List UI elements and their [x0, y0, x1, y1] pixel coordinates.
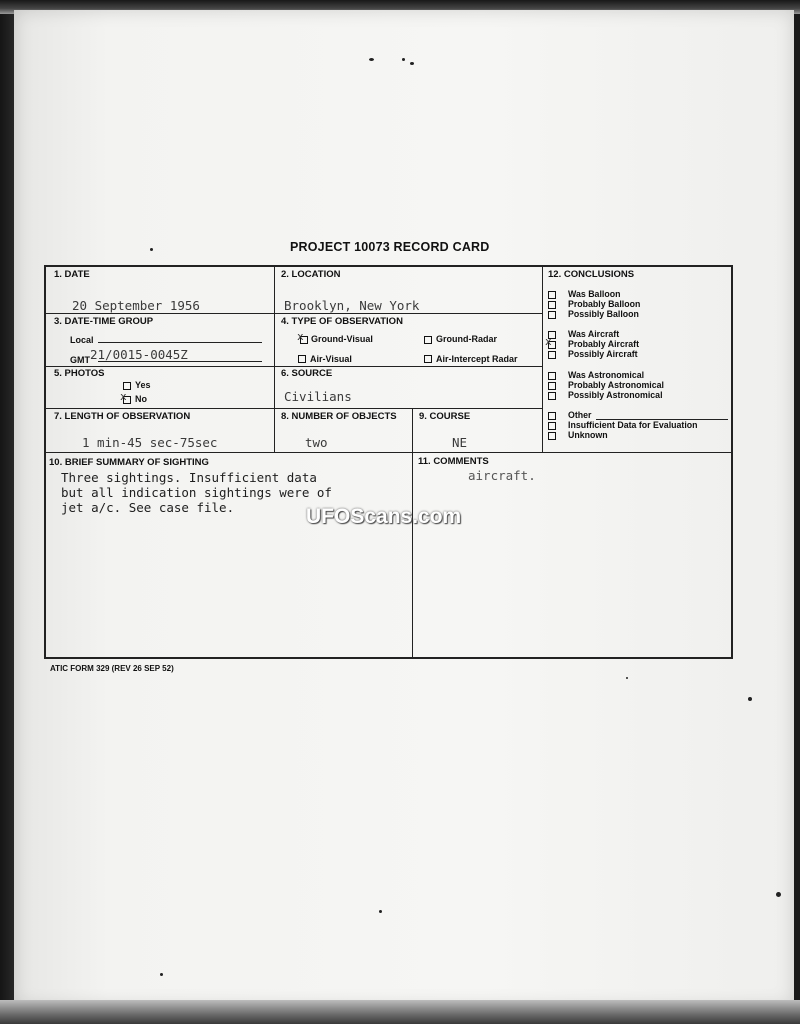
- local-label: Local: [70, 335, 94, 345]
- possibly-balloon-checkbox: [548, 311, 556, 319]
- dust-speck: [410, 62, 414, 65]
- probably-balloon-checkbox: [548, 301, 556, 309]
- grid-line: [542, 266, 543, 452]
- grid-line: [45, 366, 542, 367]
- course-value: NE: [452, 435, 468, 450]
- was-astronomical-label: Was Astronomical: [568, 370, 645, 380]
- length-label: 7. LENGTH OF OBSERVATION: [54, 411, 191, 422]
- unknown-label: Unknown: [568, 430, 608, 440]
- dtg-label: 3. DATE-TIME GROUP: [54, 316, 154, 327]
- air-visual-checkbox: [298, 355, 306, 363]
- conclusions-label: 12. CONCLUSIONS: [548, 269, 635, 280]
- source-label: 6. SOURCE: [281, 368, 333, 379]
- summary-label: 10. BRIEF SUMMARY OF SIGHTING: [49, 457, 209, 468]
- dust-speck: [379, 910, 382, 913]
- dust-speck: [150, 248, 153, 251]
- comments-value: aircraft.: [468, 468, 536, 483]
- summary-line: Three sightings. Insufficient data: [61, 470, 317, 485]
- photos-label: 5. PHOTOS: [54, 368, 105, 379]
- grid-line: [45, 408, 542, 409]
- other-checkbox: [548, 412, 556, 420]
- objects-label: 8. NUMBER OF OBJECTS: [281, 411, 397, 422]
- possibly-aircraft-checkbox: [548, 351, 556, 359]
- location-label: 2. LOCATION: [281, 269, 341, 280]
- summary-line: jet a/c. See case file.: [61, 500, 235, 515]
- air-intercept-radar-checkbox: [424, 355, 432, 363]
- dust-speck: [369, 58, 374, 61]
- scan-bottom-edge: [0, 1000, 800, 1024]
- dust-speck: [626, 677, 628, 679]
- card-title: PROJECT 10073 RECORD CARD: [290, 240, 490, 254]
- ground-radar-label: Ground-Radar: [436, 334, 498, 344]
- probably-aircraft-label: Probably Aircraft: [568, 339, 640, 349]
- photos-no-checkbox: [123, 396, 131, 404]
- dust-speck: [160, 973, 163, 976]
- form-id: ATIC FORM 329 (REV 26 SEP 52): [50, 664, 174, 673]
- probably-astronomical-label: Probably Astronomical: [568, 380, 664, 390]
- length-value: 1 min-45 sec-75sec: [82, 435, 218, 450]
- photos-yes-label: Yes: [135, 380, 151, 390]
- ground-visual-checkbox: [300, 336, 308, 344]
- summary-line: but all indication sightings were of: [61, 485, 332, 500]
- probably-astronomical-checkbox: [548, 382, 556, 390]
- grid-line: [45, 313, 542, 314]
- grid-line: [274, 266, 275, 452]
- grid-line: [412, 408, 413, 658]
- possibly-astronomical-label: Possibly Astronomical: [568, 390, 663, 400]
- location-value: Brooklyn, New York: [284, 298, 420, 313]
- was-balloon-label: Was Balloon: [568, 289, 621, 299]
- was-balloon-checkbox: [548, 291, 556, 299]
- grid-line: [45, 452, 732, 453]
- dust-speck: [402, 58, 405, 61]
- ground-radar-checkbox: [424, 336, 432, 344]
- air-visual-label: Air-Visual: [310, 354, 352, 364]
- other-label: Other: [568, 410, 592, 420]
- gmt-label: GMT: [70, 355, 90, 365]
- photos-no-label: No: [135, 394, 147, 404]
- local-underline: [98, 342, 262, 343]
- comments-label: 11. COMMENTS: [418, 456, 489, 467]
- date-value: 20 September 1956: [72, 298, 200, 313]
- watermark: UFOScans.com: [306, 505, 462, 528]
- dust-speck: [748, 697, 752, 701]
- possibly-aircraft-label: Possibly Aircraft: [568, 349, 638, 359]
- ground-visual-label: Ground-Visual: [311, 334, 373, 344]
- was-aircraft-label: Was Aircraft: [568, 329, 620, 339]
- gmt-value: 21/0015-0045Z: [90, 347, 188, 362]
- was-astronomical-checkbox: [548, 372, 556, 380]
- photos-yes-checkbox: [123, 382, 131, 390]
- possibly-balloon-label: Possibly Balloon: [568, 309, 639, 319]
- air-intercept-radar-label: Air-Intercept Radar: [436, 354, 518, 364]
- course-label: 9. COURSE: [419, 411, 471, 422]
- observation-type-label: 4. TYPE OF OBSERVATION: [281, 316, 403, 327]
- insufficient-data-label: Insufficient Data for Evaluation: [568, 420, 698, 430]
- unknown-checkbox: [548, 432, 556, 440]
- insufficient-data-checkbox: [548, 422, 556, 430]
- possibly-astronomical-checkbox: [548, 392, 556, 400]
- dust-speck: [776, 892, 781, 897]
- date-label: 1. DATE: [54, 269, 90, 280]
- source-value: Civilians: [284, 389, 352, 404]
- gmt-underline: [98, 361, 262, 362]
- probably-balloon-label: Probably Balloon: [568, 299, 641, 309]
- objects-value: two: [305, 435, 328, 450]
- probably-aircraft-checkbox: [548, 341, 556, 349]
